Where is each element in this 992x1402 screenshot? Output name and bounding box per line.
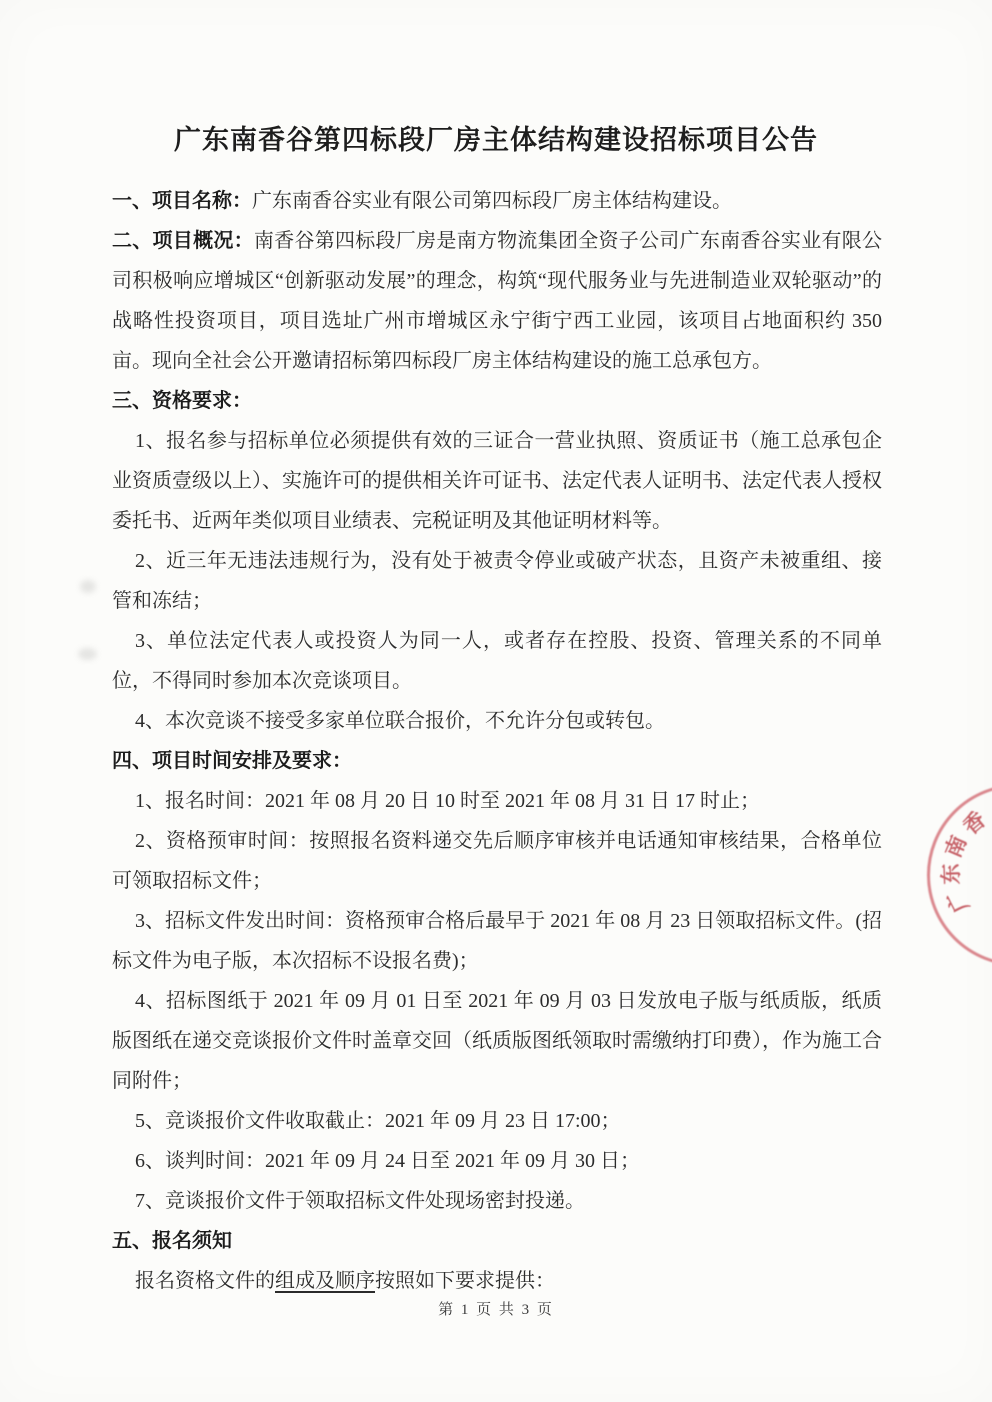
paragraph-text: 7、竞谈报价文件于领取招标文件处现场密封投递。: [135, 1190, 585, 1212]
paragraph: [112, 541, 882, 621]
paragraph-text: 3、招标文件发出时间：资格预审合格后最早于 2021 年 08 月 23 日领取招标文件。(招标文件为电子版，本次招标不设报名费)；: [112, 910, 882, 972]
paragraph: [112, 381, 882, 421]
paragraph-text: 南香谷第四标段厂房是南方物流集团全资子公司广东南香谷实业有限公司积极响应增城区“创新驱动发展”的理念，构筑“现代服务业与先进制造业双轮驱动”的战略性投资项目，项目选址广州市增城区永宁街宁西工业园，该项目占地面积约 350 亩。现向全社会公开邀请招标第四标段厂房主体结构建设的施工总承包方。: [112, 230, 883, 372]
stamp-character: 东: [939, 863, 964, 886]
paragraph: [112, 421, 882, 541]
paragraph: [112, 1101, 882, 1141]
paragraph: [112, 981, 882, 1101]
paragraph-label: 四、项目时间安排及要求：: [112, 750, 352, 772]
paragraph-label: 五、报名须知: [112, 1230, 232, 1252]
paragraph-text: 报名资格文件的: [135, 1270, 275, 1292]
paragraph-text: 广东南香谷实业有限公司第四标段厂房主体结构建设。: [252, 190, 732, 212]
underlined-text: 组成及顺序: [275, 1270, 375, 1292]
paragraph-text: 6、谈判时间：2021 年 09 月 24 日至 2021 年 09 月 30 日；: [135, 1150, 640, 1172]
paragraph-text: 按照如下要求提供：: [375, 1270, 555, 1292]
paragraph-text: 2、近三年无违法违规行为，没有处于被责令停业或破产状态，且资产未被重组、接管和冻结；: [112, 550, 882, 612]
scan-smudge: [80, 580, 96, 593]
paragraph-text: 4、本次竞谈不接受多家单位联合报价，不允许分包或转包。: [135, 710, 665, 732]
paragraph-text: 1、报名参与招标单位必须提供有效的三证合一营业执照、资质证书（施工总承包企业资质壹级以上）、实施许可的提供相关许可证书、法定代表人证明书、法定代表人授权委托书、近两年类似项目业绩表、完税证明及其他证明材料等。: [112, 430, 882, 532]
paragraph: [112, 1261, 882, 1301]
paragraph-text: 1、报名时间：2021 年 08 月 20 日 10 时至 2021 年 08 月 31 日 17 时止；: [135, 790, 760, 812]
paragraph-text: 4、招标图纸于 2021 年 09 月 01 日至 2021 年 09 月 03 日发放电子版与纸质版，纸质版图纸在递交竞谈报价文件时盖章交回（纸质版图纸领取时需缴纳打印费），作为施工合同附件；: [112, 990, 882, 1092]
paragraph-label: 三、资格要求：: [112, 390, 252, 412]
paragraph-label: 二、项目概况：: [112, 230, 254, 252]
paragraph: [112, 701, 882, 741]
paragraph: [112, 781, 882, 821]
document-title: 广东南香谷第四标段厂房主体结构建设招标项目公告: [174, 125, 818, 156]
paragraph: [112, 1141, 882, 1181]
scan-smudge: [78, 648, 97, 660]
paragraph: [112, 901, 882, 981]
stamp-character: 香: [958, 807, 990, 839]
paragraph: [112, 621, 882, 701]
paragraph: [112, 741, 882, 781]
paragraph-label: 一、项目名称：: [112, 190, 252, 212]
paragraph: [112, 221, 882, 381]
paragraph-text: 5、竞谈报价文件收取截止：2021 年 09 月 23 日 17:00；: [135, 1110, 621, 1132]
stamp-character: 广: [943, 886, 974, 916]
paragraph: [112, 821, 882, 901]
paragraph-text: 2、资格预审时间：按照报名资料递交先后顺序审核并电话通知审核结果，合格单位可领取招标文件；: [112, 830, 882, 892]
document-body: [112, 181, 882, 1301]
paragraph: [112, 181, 882, 221]
paragraph: [112, 1221, 882, 1261]
page-number-footer: 第 1 页 共 3 页: [438, 1302, 554, 1318]
paragraph: [112, 1181, 882, 1221]
stamp-circle-arc: [927, 784, 992, 966]
paragraph-text: 3、单位法定代表人或投资人为同一人，或者存在控股、投资、管理关系的不同单位，不得同时参加本次竞谈项目。: [112, 630, 882, 692]
stamp-character: 南: [941, 833, 972, 862]
